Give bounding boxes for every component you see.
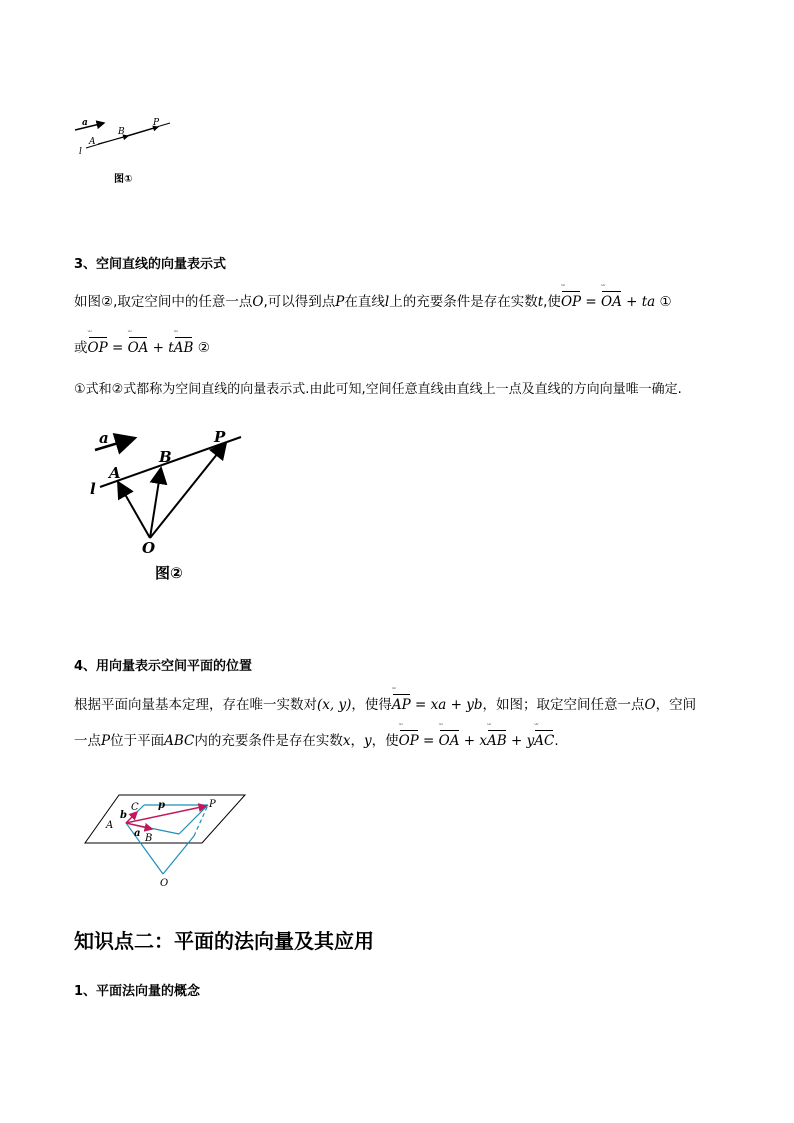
fig2-caption: 图② <box>155 564 183 582</box>
section4-heading: 4、用向量表示空间平面的位置 <box>74 659 253 674</box>
s4-l1-suffix: ，如图；取定空间任意一点 <box>482 697 645 713</box>
s4-eqB-end: . <box>554 733 559 749</box>
fig2-label-A: A <box>109 464 121 482</box>
s4-eqB-plus1: + <box>459 733 480 749</box>
section3-line1 <box>74 294 672 310</box>
s3-eq1-mark: ① <box>659 294 672 310</box>
s4-eqA-b: b <box>473 697 483 713</box>
fig1-vector-ab <box>98 136 128 144</box>
fig3-label-P: P <box>209 799 216 810</box>
s3-eq1-OP: OP ᵕᵕ <box>561 294 581 310</box>
s4-eqB-AC: AC ᵕᵕ <box>534 733 554 749</box>
s4-eqA-AP: AP ᵕᵕ <box>392 697 411 713</box>
fig3-label-p: p <box>158 800 165 811</box>
s4-eqB-OA: OA ᵕᵕ <box>439 733 460 749</box>
s3-l1-prefix: 如图②,取定空间中的任意一点 <box>74 294 253 310</box>
figure-2 <box>85 425 255 590</box>
section3-line2 <box>74 340 210 356</box>
s4-l2-ABC: ABC <box>164 733 195 749</box>
s4-l1-O: O <box>644 697 656 713</box>
s4-l2-P: P <box>101 733 111 749</box>
s3-eq1-plus: + <box>621 294 642 310</box>
s3-eq2-mark: ② <box>197 340 210 356</box>
s3-eq2-t: t <box>168 340 174 356</box>
s4-eqB-x: x <box>479 733 488 749</box>
s4-eqB-plus2: + <box>506 733 527 749</box>
knowledge2-sub1: 1、平面法向量的概念 <box>74 984 201 999</box>
fig1-label-B: B <box>118 127 125 137</box>
s3-l1-mid2: 在直线 <box>344 294 385 310</box>
fig3-oa-line <box>126 823 163 874</box>
s3-l2-or: 或 <box>74 340 88 356</box>
s4-l2-y: y <box>363 733 372 749</box>
fig2-vector-OA <box>118 482 150 538</box>
s4-eqB-OP: OP ᵕᵕ <box>399 733 419 749</box>
s4-eqA-plus: + <box>446 697 467 713</box>
s4-eqB-y: y <box>526 733 535 749</box>
s3-eq2-plus: + <box>148 340 169 356</box>
fig2-label-l: l <box>90 480 96 498</box>
s4-l2-comma: ， <box>350 733 364 749</box>
fig1-vector-a <box>75 123 104 130</box>
s3-eq2-AB: AB ᵕᵕ <box>174 340 194 356</box>
fig1-vector-bp <box>128 127 158 136</box>
s3-eq2-OP: OP ᵕᵕ <box>88 340 108 356</box>
s4-eqA-y: y <box>466 697 474 713</box>
fig3-label-B: B <box>145 833 153 844</box>
fig3-label-A: A <box>106 820 114 831</box>
s4-eqB-eq: = <box>418 733 439 749</box>
fig2-label-P: P <box>214 428 226 446</box>
fig3-plane <box>85 795 245 843</box>
fig1-label-l: l <box>79 147 82 157</box>
s4-l1-end: ，空间 <box>655 697 697 713</box>
s3-eq1-eq: = <box>581 294 601 310</box>
fig1-label-A: A <box>89 137 96 147</box>
fig3-ob-dashed <box>163 836 194 874</box>
s3-l1-O: O <box>252 294 264 310</box>
section4-line1 <box>74 697 696 713</box>
s3-l1-mid: ,可以得到点 <box>263 294 336 310</box>
s4-pair: (x, y) <box>317 697 352 713</box>
s3-l1-mid4: ,使 <box>543 294 561 310</box>
s3-eq1-a: a <box>647 294 656 310</box>
s4-l2-x: x <box>342 733 351 749</box>
s3-l1-t: t <box>537 294 544 310</box>
s3-eq2-eq: = <box>107 340 128 356</box>
s4-l2-prefix: 一点 <box>74 733 101 749</box>
section4-line2 <box>74 733 559 749</box>
s4-eqA-eq: = <box>410 697 431 713</box>
s4-l2-mid3: ，使 <box>371 733 399 749</box>
fig3-op-dashed <box>194 805 208 836</box>
s4-l1-mid: ，使得 <box>351 697 392 713</box>
fig3-label-a: a <box>134 828 141 839</box>
s3-l1-P: P <box>335 294 345 310</box>
fig3-label-b: b <box>120 810 127 821</box>
s4-eqA-a: a <box>438 697 447 713</box>
section3-heading: 3、空间直线的向量表示式 <box>74 257 227 272</box>
s3-l1-l: l <box>384 294 390 310</box>
s4-eqA-x: x <box>430 697 439 713</box>
s4-l2-mid2: 内的充要条件是存在实数 <box>194 733 343 749</box>
fig2-label-a: a <box>99 429 109 447</box>
s4-l1-prefix: 根据平面向量基本定理，存在唯一实数对 <box>74 697 317 713</box>
s3-eq1-OA: OA ᵕᵕ <box>601 294 622 310</box>
section3-line3: ①式和②式都称为空间直线的向量表示式.由此可知,空间任意直线由直线上一点及直线的方向向量唯一确定. <box>74 382 682 397</box>
s3-l1-mid3: 上的充要条件是存在实数 <box>389 294 538 310</box>
fig1-label-a: a <box>82 118 88 128</box>
fig2-label-O: O <box>142 539 156 557</box>
figure-3 <box>74 775 246 897</box>
s4-l2-mid: 位于平面 <box>110 733 165 749</box>
fig3-label-O: O <box>160 878 169 889</box>
s3-eq2-OA: OA ᵕᵕ <box>128 340 149 356</box>
fig3-label-C: C <box>131 802 139 813</box>
fig2-label-B: B <box>159 448 172 466</box>
fig1-label-P: P <box>153 118 160 128</box>
s4-eqB-AB: AB ᵕᵕ <box>487 733 507 749</box>
s3-eq1-t: t <box>641 294 648 310</box>
figure-1 <box>70 110 190 190</box>
fig1-caption: 图① <box>114 174 133 185</box>
knowledge2-title: 知识点二：平面的法向量及其应用 <box>74 929 374 953</box>
